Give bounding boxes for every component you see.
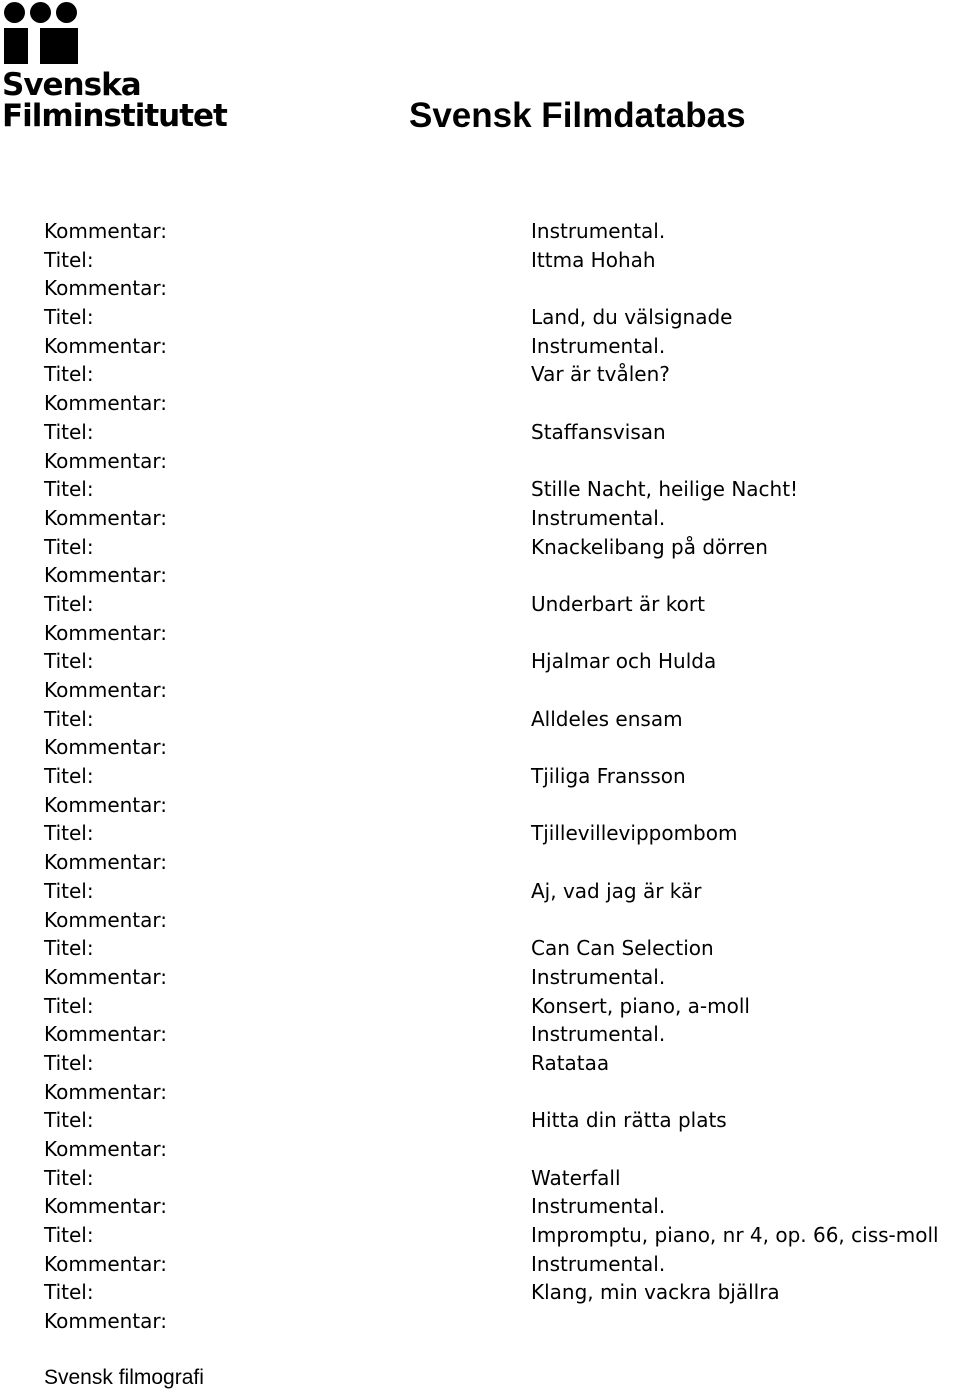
title-value: Stille Nacht, heilige Nacht! [531, 477, 799, 502]
comment-label: Kommentar: [44, 391, 168, 416]
comment-label: Kommentar: [44, 1309, 168, 1334]
comment-label: Kommentar: [44, 1194, 168, 1219]
comment-label: Kommentar: [44, 964, 168, 989]
entry-row [44, 1278, 960, 1307]
comment-label: Kommentar: [44, 620, 168, 645]
page-title: Svensk Filmdatabas [409, 96, 746, 135]
entry-row [44, 1307, 960, 1336]
title-label: Titel: [44, 1108, 94, 1133]
logo-dot [4, 2, 25, 23]
entry-row [44, 389, 960, 418]
logo-block [4, 28, 28, 64]
title-value: Ratataa [531, 1050, 610, 1075]
comment-label: Kommentar: [44, 678, 168, 702]
title-value: Knackelibang på dörren [531, 534, 768, 559]
entry-row [44, 360, 960, 389]
entry-row [44, 475, 960, 504]
entry-row [44, 1135, 960, 1164]
comment-label: Kommentar: [44, 448, 168, 473]
entry-row [44, 676, 960, 705]
title-label: Titel: [44, 936, 94, 961]
title-value: Var är tvålen? [531, 362, 670, 387]
entry-row [44, 1250, 960, 1279]
entry-row [44, 447, 960, 476]
title-label: Titel: [44, 419, 94, 444]
entry-row [44, 217, 960, 246]
comment-label: Kommentar: [44, 333, 168, 358]
title-label: Titel: [44, 649, 94, 674]
title-value: Underbart är kort [531, 591, 705, 616]
comment-label: Kommentar: [44, 850, 168, 875]
title-value: Waterfall [531, 1165, 621, 1190]
title-value: Impromptu, piano, nr 4, op. 66, ciss-moll [531, 1223, 939, 1248]
title-value: Land, du välsignade [531, 305, 733, 330]
logo-mark [2, 2, 82, 64]
entry-row [44, 733, 960, 762]
entry-row [44, 504, 960, 533]
title-value: Hjalmar och Hulda [531, 649, 717, 674]
title-value: Hitta din rätta plats [531, 1108, 727, 1133]
entry-row [44, 303, 960, 332]
entry-row [44, 1192, 960, 1221]
entry-row [44, 619, 960, 648]
title-label: Titel: [44, 993, 94, 1018]
comment-value: Instrumental. [531, 1251, 666, 1276]
entry-row [44, 561, 960, 590]
entry-row [44, 934, 960, 963]
title-value: Konsert, piano, a-moll [531, 993, 750, 1018]
comment-value: Instrumental. [531, 333, 666, 358]
title-label: Titel: [44, 247, 94, 272]
comment-label: Kommentar: [44, 1079, 168, 1104]
logo-text-line1: Svenska [2, 67, 141, 103]
comment-value: Instrumental. [531, 964, 666, 989]
title-label: Titel: [44, 477, 94, 502]
title-label: Titel: [44, 764, 94, 789]
entry-list [44, 217, 960, 1336]
entry-row [44, 705, 960, 734]
title-label: Titel: [44, 1050, 94, 1075]
entry-row [44, 992, 960, 1021]
logo-dot [30, 2, 51, 23]
title-label: Titel: [44, 305, 94, 330]
entry-row [44, 963, 960, 992]
comment-label: Kommentar: [44, 1022, 168, 1047]
title-label: Titel: [44, 1165, 94, 1190]
comment-label: Kommentar: [44, 219, 168, 243]
comment-label: Kommentar: [44, 563, 168, 588]
footer-text: Svensk filmografi [44, 1366, 204, 1389]
title-value: Tjillevillevippombom [531, 821, 738, 846]
title-label: Titel: [44, 1223, 94, 1248]
logo-dot [56, 2, 77, 23]
title-label: Titel: [44, 878, 94, 903]
comment-value: Instrumental. [531, 1022, 666, 1047]
entry-row [44, 791, 960, 820]
entry-row [44, 1049, 960, 1078]
entry-row [44, 332, 960, 361]
entry-row [44, 1164, 960, 1193]
title-label: Titel: [44, 706, 94, 731]
title-value: Tjiliga Fransson [531, 764, 686, 789]
comment-label: Kommentar: [44, 1251, 168, 1276]
title-value: Aj, vad jag är kär [531, 878, 702, 903]
entry-row [44, 590, 960, 619]
comment-label: Kommentar: [44, 735, 168, 760]
comment-label: Kommentar: [44, 1137, 168, 1161]
entry-row [44, 819, 960, 848]
logo-block [40, 28, 78, 64]
entry-row [44, 762, 960, 791]
entry-row [44, 647, 960, 676]
comment-value: Instrumental. [531, 219, 666, 243]
comment-label: Kommentar: [44, 907, 168, 932]
title-label: Titel: [44, 1280, 94, 1305]
entry-row [44, 848, 960, 877]
title-value: Staffansvisan [531, 419, 666, 444]
logo-text-line2: Filminstitutet [2, 98, 227, 134]
title-value: Alldeles ensam [531, 706, 683, 731]
title-label: Titel: [44, 821, 94, 846]
comment-value: Instrumental. [531, 505, 666, 530]
title-value: Ittma Hohah [531, 247, 656, 272]
comment-label: Kommentar: [44, 792, 168, 817]
comment-value: Instrumental. [531, 1194, 666, 1219]
entry-row [44, 418, 960, 447]
entry-row [44, 246, 960, 275]
title-label: Titel: [44, 534, 94, 559]
entry-row [44, 1078, 960, 1107]
title-label: Titel: [44, 362, 94, 387]
entry-row [44, 1106, 960, 1135]
comment-label: Kommentar: [44, 505, 168, 530]
entry-row [44, 533, 960, 562]
comment-label: Kommentar: [44, 276, 168, 301]
title-label: Titel: [44, 591, 94, 616]
entry-row [44, 906, 960, 935]
title-value: Can Can Selection [531, 936, 714, 961]
entry-row [44, 1221, 960, 1250]
entry-row [44, 1020, 960, 1049]
entry-row [44, 274, 960, 303]
svenska-filminstitutet-logo [2, 2, 227, 134]
title-value: Klang, min vackra bjällra [531, 1280, 780, 1305]
entry-row [44, 877, 960, 906]
